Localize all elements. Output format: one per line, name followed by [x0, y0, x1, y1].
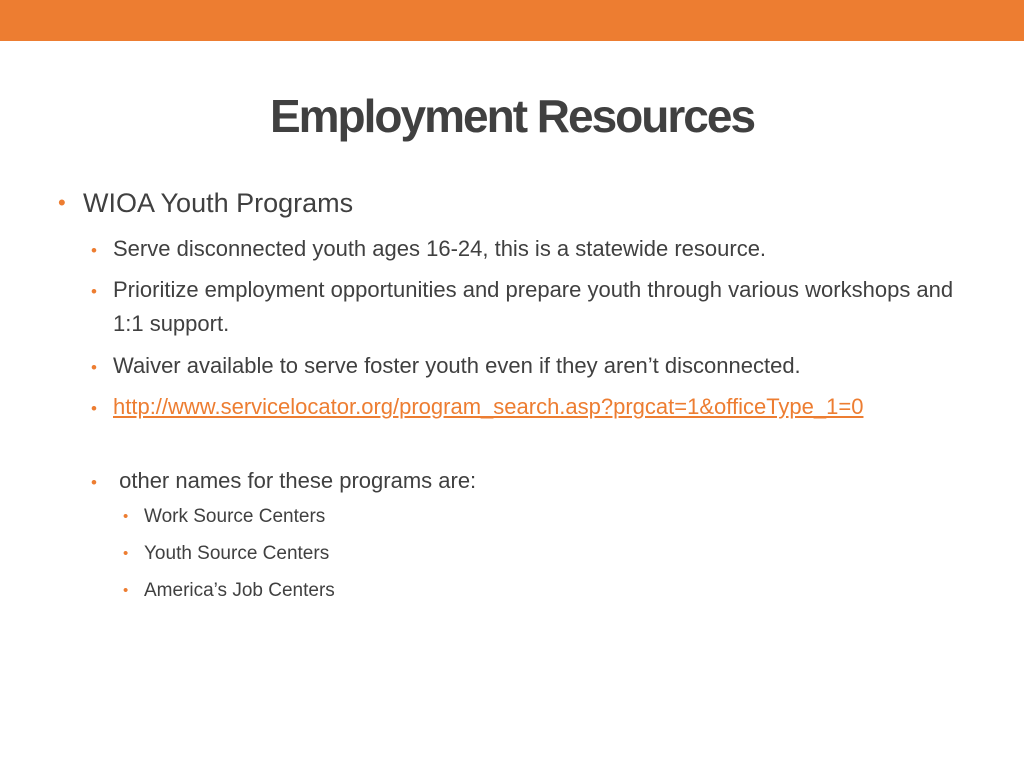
- bullet-work-source-centers: Work Source Centers: [144, 506, 326, 527]
- bullet-marker: •: [91, 241, 97, 260]
- slide-title: Employment Resources: [269, 90, 755, 142]
- bullet-marker: •: [123, 582, 129, 599]
- bullet-prioritize-employment: Prioritize employment opportunities and prepare youth through various workshops and 1:1 support.: [113, 277, 954, 336]
- bullet-marker: •: [58, 190, 66, 215]
- bullet-wioa-youth-programs: WIOA Youth Programs: [83, 188, 354, 218]
- bullet-americas-job-centers: America’s Job Centers: [144, 580, 335, 601]
- bullet-marker: •: [123, 545, 129, 562]
- bullet-youth-source-centers: Youth Source Centers: [144, 543, 330, 564]
- bullet-serve-youth: Serve disconnected youth ages 16-24, this is a statewide resource.: [113, 236, 767, 261]
- bullet-waiver: Waiver available to serve foster youth even if they aren’t disconnected.: [113, 353, 801, 378]
- bullet-other-names: other names for these programs are:: [113, 468, 477, 493]
- bullet-marker: •: [91, 282, 97, 301]
- service-locator-link[interactable]: http://www.servicelocator.org/program_search.asp?prgcat=1&officeType_1=0: [113, 394, 864, 419]
- bullet-marker: •: [91, 399, 97, 418]
- bullet-marker: •: [123, 508, 129, 525]
- bullet-marker: •: [91, 358, 97, 377]
- bullet-marker: •: [91, 473, 97, 492]
